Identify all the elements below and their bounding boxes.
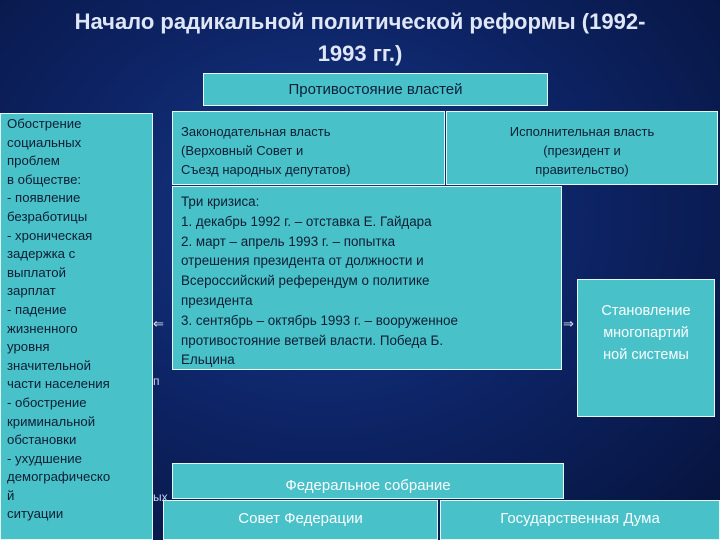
header-box: Противостояние властей [203,73,548,106]
arrow-left-icon: ⇐ [153,316,164,331]
multiparty-box: Становление многопартий ной системы [577,279,715,417]
federation-council-box: Совет Федерации [163,500,438,540]
partial-text: п [153,374,160,388]
state-duma-box: Государственная Дума [440,500,720,540]
social-problems-box: Обострение социальных проблем в обществе: - появление безработицы - хроническая задержка с выплатой зарплат - падение жизненного уровня значительной части населения - обострение криминальной обстановки - ухудшение демографическо й ситуации [0,113,153,540]
federal-assembly-box: Федеральное собрание [172,463,564,499]
legislative-box: Законодательная власть (Верховный Совет и Съезд народных депутатов) [172,111,445,185]
partial-text: ых [153,490,168,504]
crises-box: Три кризиса: 1. декабрь 1992 г. – отставка Е. Гайдара 2. март – апрель 1993 г. – попытка отрешения президента от должности и Всероссийский референдум о политике президента 3. сентябрь – октябрь 1993 г. – вооруженное противостояние ветвей власти. Победа Б. Ельцина [172,186,562,370]
page-title: Начало радикальной политической реформы (1992-1993 гг.) [74,9,646,66]
executive-box: Исполнительная власть (президент и правительство) [446,111,718,185]
arrow-right-icon: ⇒ [563,316,574,331]
